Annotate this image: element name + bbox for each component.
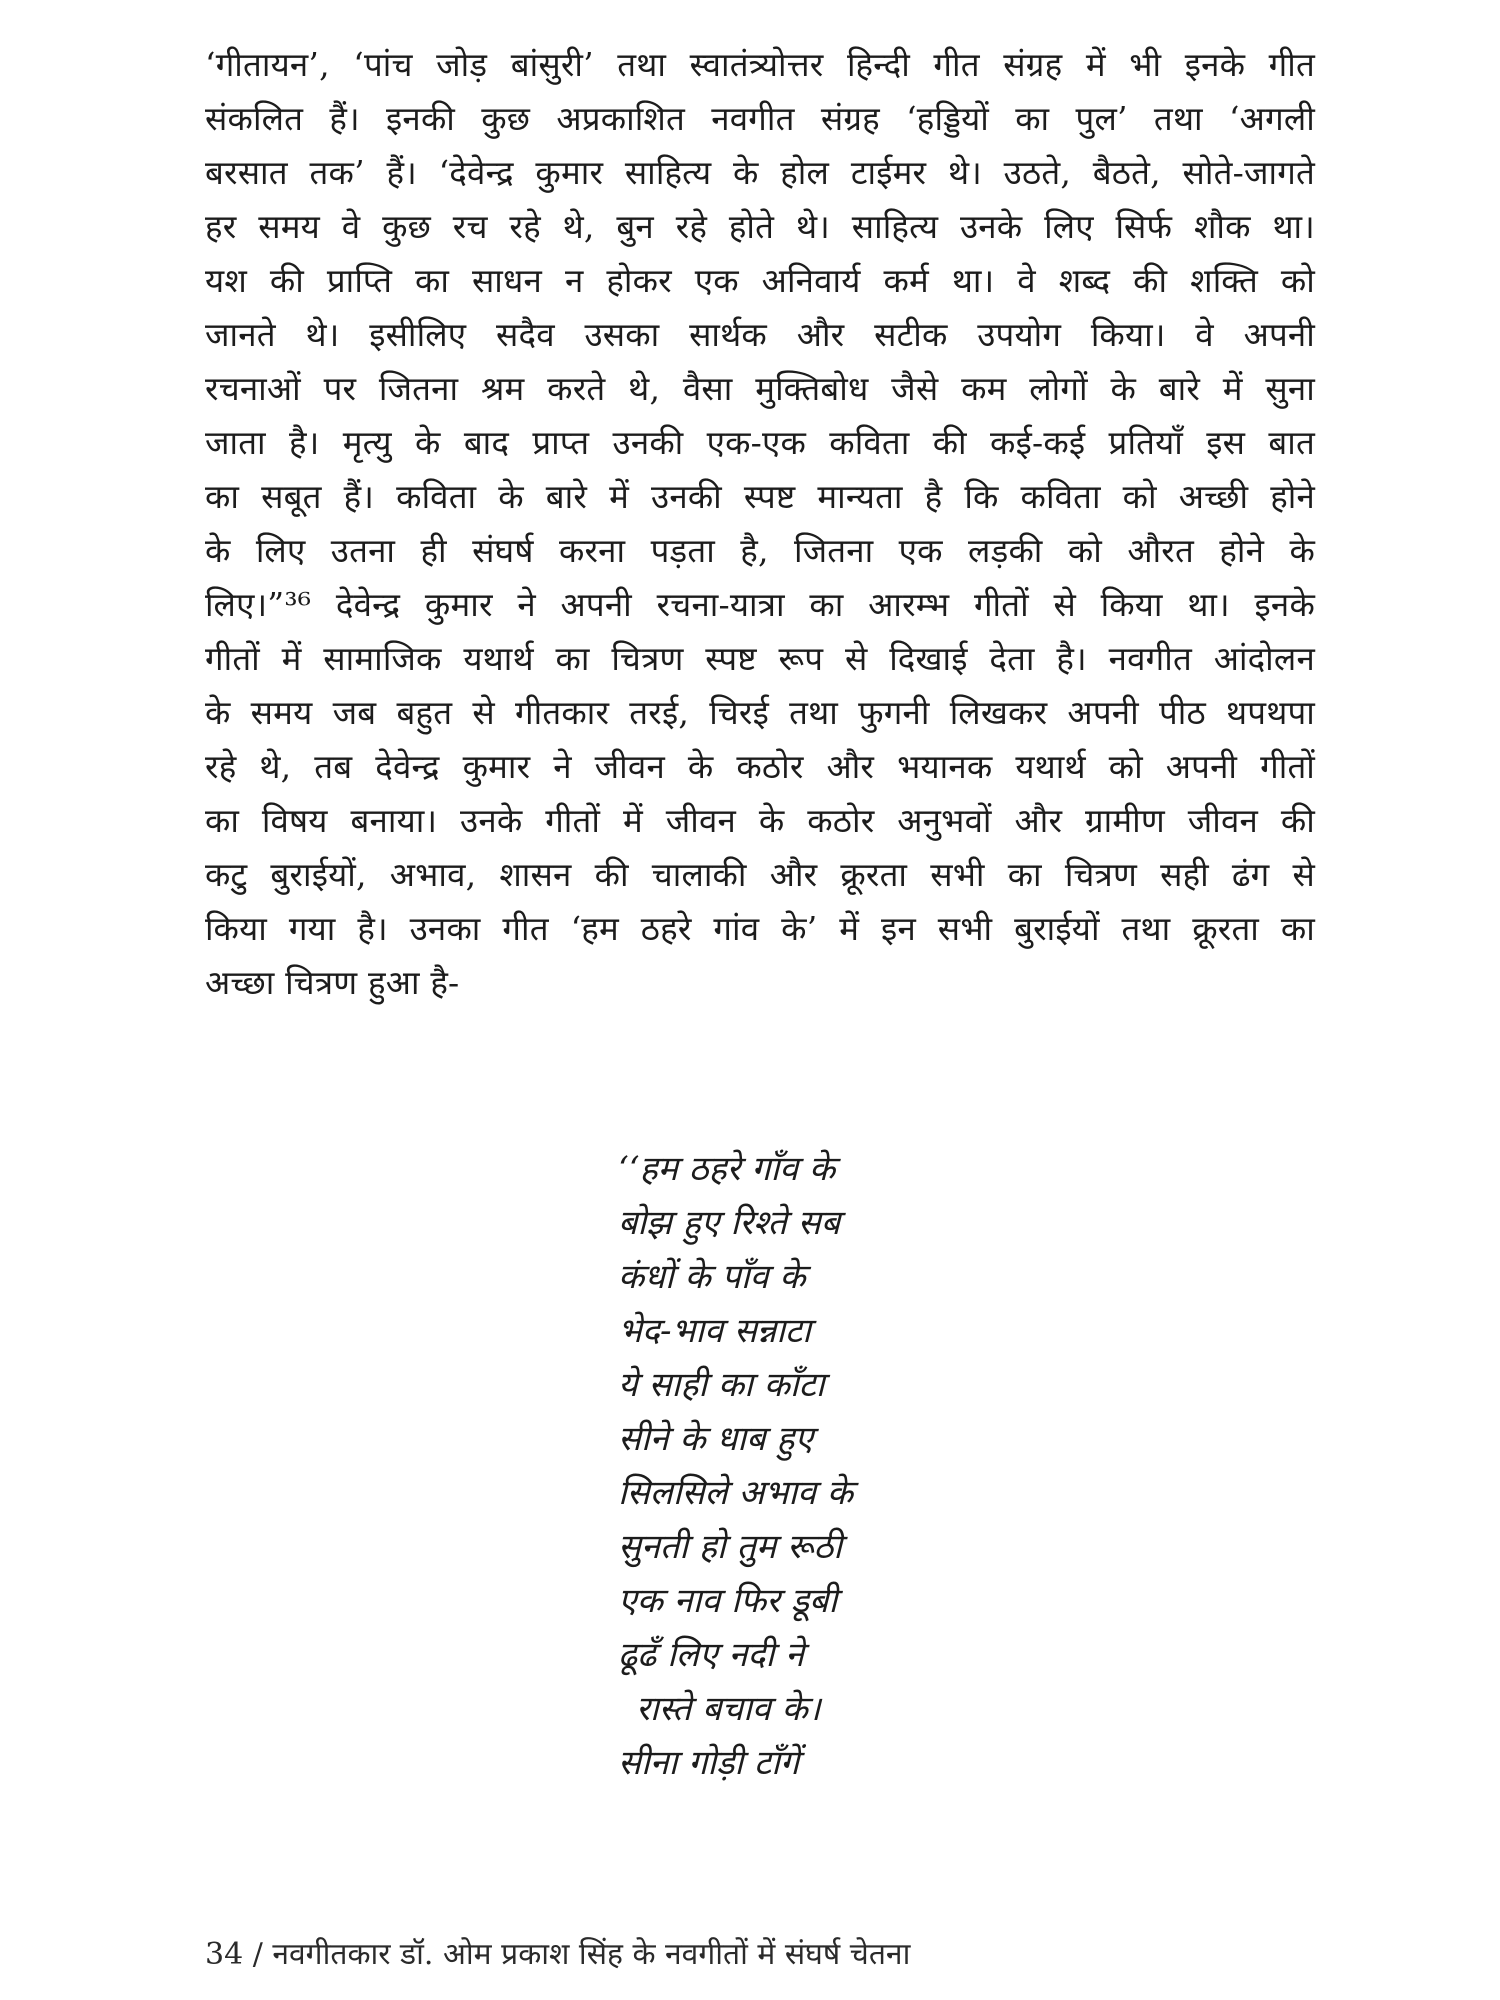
paragraph-line: के लिए उतना ही संघर्ष करना पड़ता है, जितना एक लड़की को औरत होने के [205, 531, 1315, 570]
poem-line: ये साही का काँटा [618, 1365, 825, 1405]
paragraph-line: रचनाओं पर जितना श्रम करते थे, वैसा मुक्तिबोध जैसे कम लोगों के बारे में सुना [205, 369, 1315, 408]
poem-quote [618, 1142, 1038, 1790]
paragraph-line: जानते थे। इसीलिए सदैव उसका सार्थक और सटीक उपयोग किया। वे अपनी [205, 315, 1315, 354]
poem-line: सीना गोड़ी टाँगें [618, 1743, 800, 1783]
poem-line: रास्ते बचाव के। [636, 1689, 821, 1729]
paragraph-line: संकलित हैं। इनकी कुछ अप्रकाशित नवगीत संग्रह ‘हड्डियों का पुल’ तथा ‘अगली [205, 99, 1315, 138]
poem-line: सुनती हो तुम रूठी [618, 1527, 843, 1567]
paragraph-line: बरसात तक’ हैं। ‘देवेन्द्र कुमार साहित्य के होल टाईमर थे। उठते, बैठते, सोते-जागते [205, 153, 1315, 192]
poem-line: सिलसिले अभाव के [618, 1473, 853, 1513]
paragraph-line: लिए।”³⁶ देवेन्द्र कुमार ने अपनी रचना-यात्रा का आरम्भ गीतों से किया था। इनके [205, 585, 1315, 624]
body-paragraph [205, 38, 1315, 1010]
paragraph-line: कटु बुराईयों, अभाव, शासन की चालाकी और क्रूरता सभी का चित्रण सही ढंग से [205, 855, 1315, 894]
poem-line: भेद-भाव सन्नाटा [618, 1311, 811, 1351]
poem-line: एक नाव फिर डूबी [618, 1581, 838, 1621]
poem-line: सीने के धाब हुए [618, 1419, 814, 1459]
paragraph-line: जाता है। मृत्यु के बाद प्राप्त उनकी एक-एक कविता की कई-कई प्रतियाँ इस बात [205, 423, 1315, 462]
paragraph-line: का सबूत हैं। कविता के बारे में उनकी स्पष्ट मान्यता है कि कविता को अच्छी होने [205, 477, 1315, 516]
poem-line: बोझ हुए रिश्ते सब [618, 1203, 841, 1243]
paragraph-line: ‘गीतायन’, ‘पांच जोड़ बांसुरी’ तथा स्वातंत्र्योत्तर हिन्दी गीत संग्रह में भी इनके गीत [205, 45, 1315, 84]
paragraph-line: रहे थे, तब देवेन्द्र कुमार ने जीवन के कठोर और भयानक यथार्थ को अपनी गीतों [205, 747, 1315, 786]
paragraph-line: यश की प्राप्ति का साधन न होकर एक अनिवार्य कर्म था। वे शब्द की शक्ति को [205, 261, 1315, 300]
paragraph-line: हर समय वे कुछ रच रहे थे, बुन रहे होते थे। साहित्य उनके लिए सिर्फ शौक था। [205, 207, 1315, 246]
poem-line: कंधों के पाँव के [618, 1257, 806, 1297]
paragraph-line: अच्छा चित्रण हुआ है- [205, 963, 460, 1002]
paragraph-line: का विषय बनाया। उनके गीतों में जीवन के कठोर अनुभवों और ग्रामीण जीवन की [205, 801, 1315, 840]
paragraph-line: के समय जब बहुत से गीतकार तरई, चिरई तथा फुगनी लिखकर अपनी पीठ थपथपा [205, 693, 1315, 732]
poem-line: ‘‘हम ठहरे गाँव के [618, 1149, 836, 1189]
paragraph-line: गीतों में सामाजिक यथार्थ का चित्रण स्पष्ट रूप से दिखाई देता है। नवगीत आंदोलन [205, 639, 1315, 678]
poem-line: ढूढँ लिए नदी ने [618, 1635, 804, 1675]
page-footer: 34 / नवगीतकार डॉ. ओम प्रकाश सिंह के नवगीतों में संघर्ष चेतना [205, 1937, 911, 1972]
paragraph-line: किया गया है। उनका गीत ‘हम ठहरे गांव के’ में इन सभी बुराईयों तथा क्रूरता का [205, 909, 1315, 948]
